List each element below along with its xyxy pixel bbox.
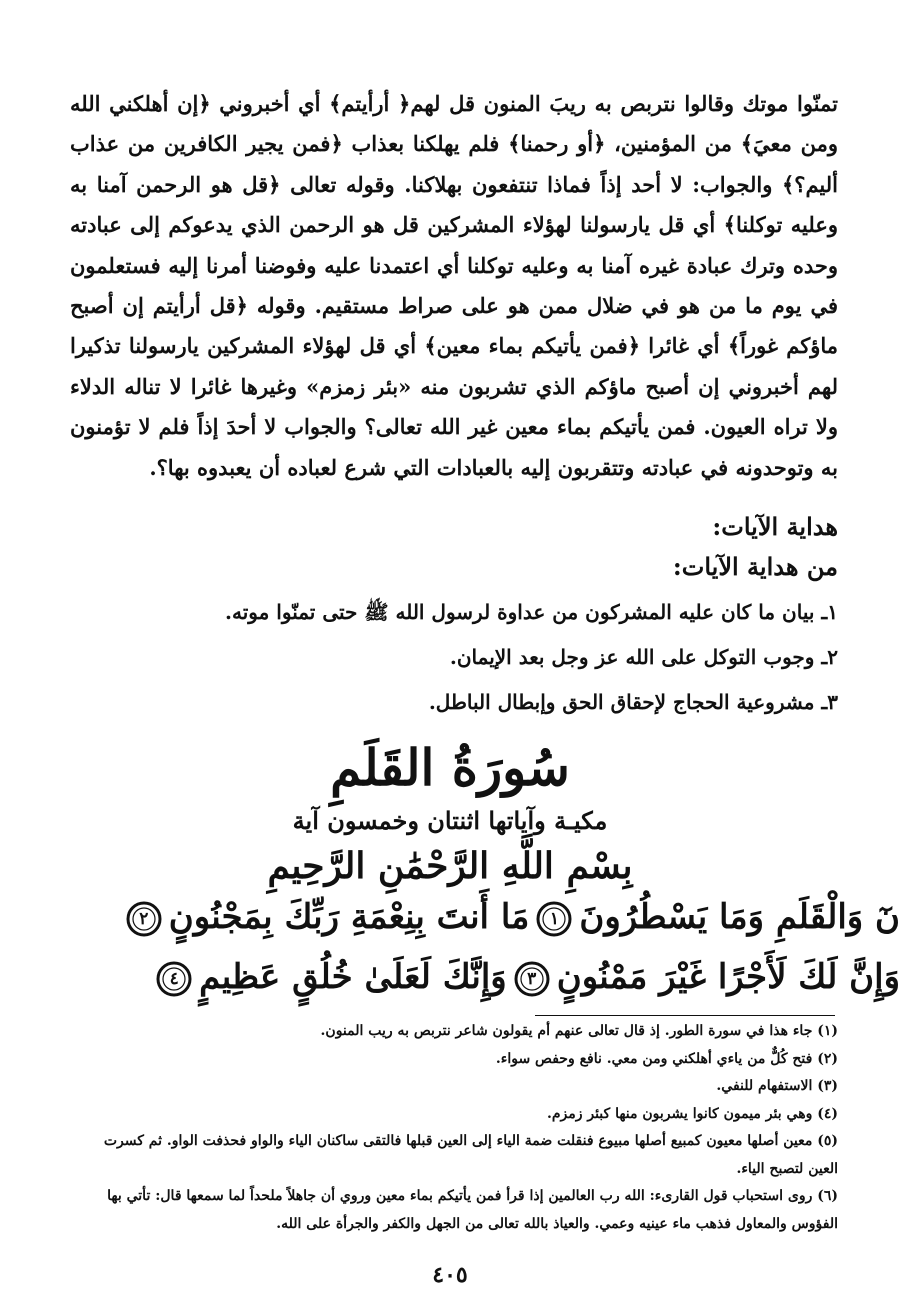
footnotes xyxy=(78,1018,838,1238)
verse-text: مَا أَنتَ بِنِعْمَةِ رَبِّكَ بِمَجْنُونٍ xyxy=(168,897,530,937)
lesson-item: ٣ـ مشروعية الحجاج لإحقاق الحق وإبطال الباطل. xyxy=(428,690,838,714)
verse-line xyxy=(150,952,900,1002)
basmala: بِسْمِ اللَّهِ الرَّحْمَٰنِ الرَّحِيمِ xyxy=(267,845,633,887)
ayah-number-icon: ٣ xyxy=(513,960,551,998)
footnote: (٣) الاستفهام للنفي. xyxy=(716,1078,838,1094)
tafsir-paragraph: تمنّوا موتك وقالوا نتربص به ريبَ المنون قل لهم﴿ أرأيتم﴾ أي أخبروني ﴿إن أهلكني الله ومن معيَ﴾ من المؤمنين، ﴿أو رحمنا﴾ فلم يهلكنا بعذاب ﴿فمن يجير الكافرين من عذاب أليم؟﴾ والجواب: لا أحد إذاً فماذا تنتفعون بهلاكنا. وقوله تعالى ﴿قل هو الرحمن آمنا به وعليه توكلنا﴾ أي قل يارسولنا لهؤلاء المشركين قل هو الرحمن الذي يدعوكم إلى عبادته وحده وترك عبادة غيره آمنا به وعليه توكلنا أي اعتمدنا عليه وفوضنا أمرنا إليه فستعلمون في يوم ما من هو في ضلال ممن هو على صراط مستقيم. وقوله ﴿قل أرأيتم إن أصبح ماؤكم غوراً﴾ أي غائرا ﴿فمن يأتيكم بماء معين﴾ أي قل لهؤلاء المشركين يارسولنا تذكيرا لهم أخبروني إن أصبح ماؤكم الذي تشربون منه «بئر زمزم» وغيرها غائرا لا تناله الدلاء ولا تراه العيون. فمن يأتيكم بماء معين غير الله تعالى؟ والجواب لا أحدَ إذاً فلم لا تؤمنون به وتوحدونه في عبادته وتتقربون إليه بالعبادات التي شرع لعباده أن يعبدوه بها؟. xyxy=(70,91,838,480)
footnote: (٥) معين أصلها معيون كمبيع أصلها مبيوع فنقلت ضمة الياء إلى العين قبلها فالتقى ساكنان الياء والواو فحذفت الواو. ثم كسرت العين لتصبح الياء. xyxy=(103,1133,838,1177)
ayah-number-icon: ٢ xyxy=(125,900,163,938)
verse-text: وَإِنَّكَ لَعَلَىٰ خُلُقٍ عَظِيمٍ xyxy=(199,957,507,997)
footnote-divider xyxy=(535,1015,835,1016)
section-subheading: من هداية الآيات: xyxy=(672,552,838,581)
verse-line xyxy=(139,892,900,942)
lessons-list xyxy=(58,590,838,725)
section-heading: هداية الآيات: xyxy=(712,512,838,541)
footnote: (٢) فتح كُلٌّ من ياءي أهلكني ومن معي. نافع وحفص سواء. xyxy=(495,1050,838,1067)
footnote: (٤) وهي بئر ميمون كانوا يشربون منها كبئر زمزم. xyxy=(546,1105,838,1122)
lesson-item: ٢ـ وجوب التوكل على الله عز وجل بعد الإيمان. xyxy=(449,645,838,669)
surah-title: سُورَةُ القَلَمِ xyxy=(330,738,570,797)
lesson-item: ١ـ بيان ما كان عليه المشركون من عداوة لرسول الله ﷺ حتى تمنّوا موته. xyxy=(225,600,838,624)
ayah-number-icon: ٤ xyxy=(155,960,193,998)
footnote: (١) جاء هذا في سورة الطور. إذ قال تعالى عنهم أم يقولون شاعر نتربص به ريب المنون. xyxy=(320,1023,838,1039)
page-number: ٤٠٥ xyxy=(432,1262,468,1288)
footnote: (٦) روى استحباب قول القارىء: الله رب العالمين إذا قرأ فمن يأتيكم بماء معين وروي أن جاهلاً ملحداً لما سمعها قال: تأتي بها الفؤوس والمعاول فذهب ماء عينيه وعمي. والعياذ بالله تعالى من الجهل والكفر والجرأة على الله. xyxy=(107,1188,838,1232)
ayah-number-icon: ١ xyxy=(535,900,573,938)
verse-text: وَإِنَّ لَكَ لَأَجْرًا غَيْرَ مَمْنُونٍ xyxy=(556,957,900,997)
verse-text: نٓ وَالْقَلَمِ وَمَا يَسْطُرُونَ xyxy=(579,897,900,937)
surah-info: مكيـة وآياتها اثنتان وخمسون آية xyxy=(292,806,608,835)
